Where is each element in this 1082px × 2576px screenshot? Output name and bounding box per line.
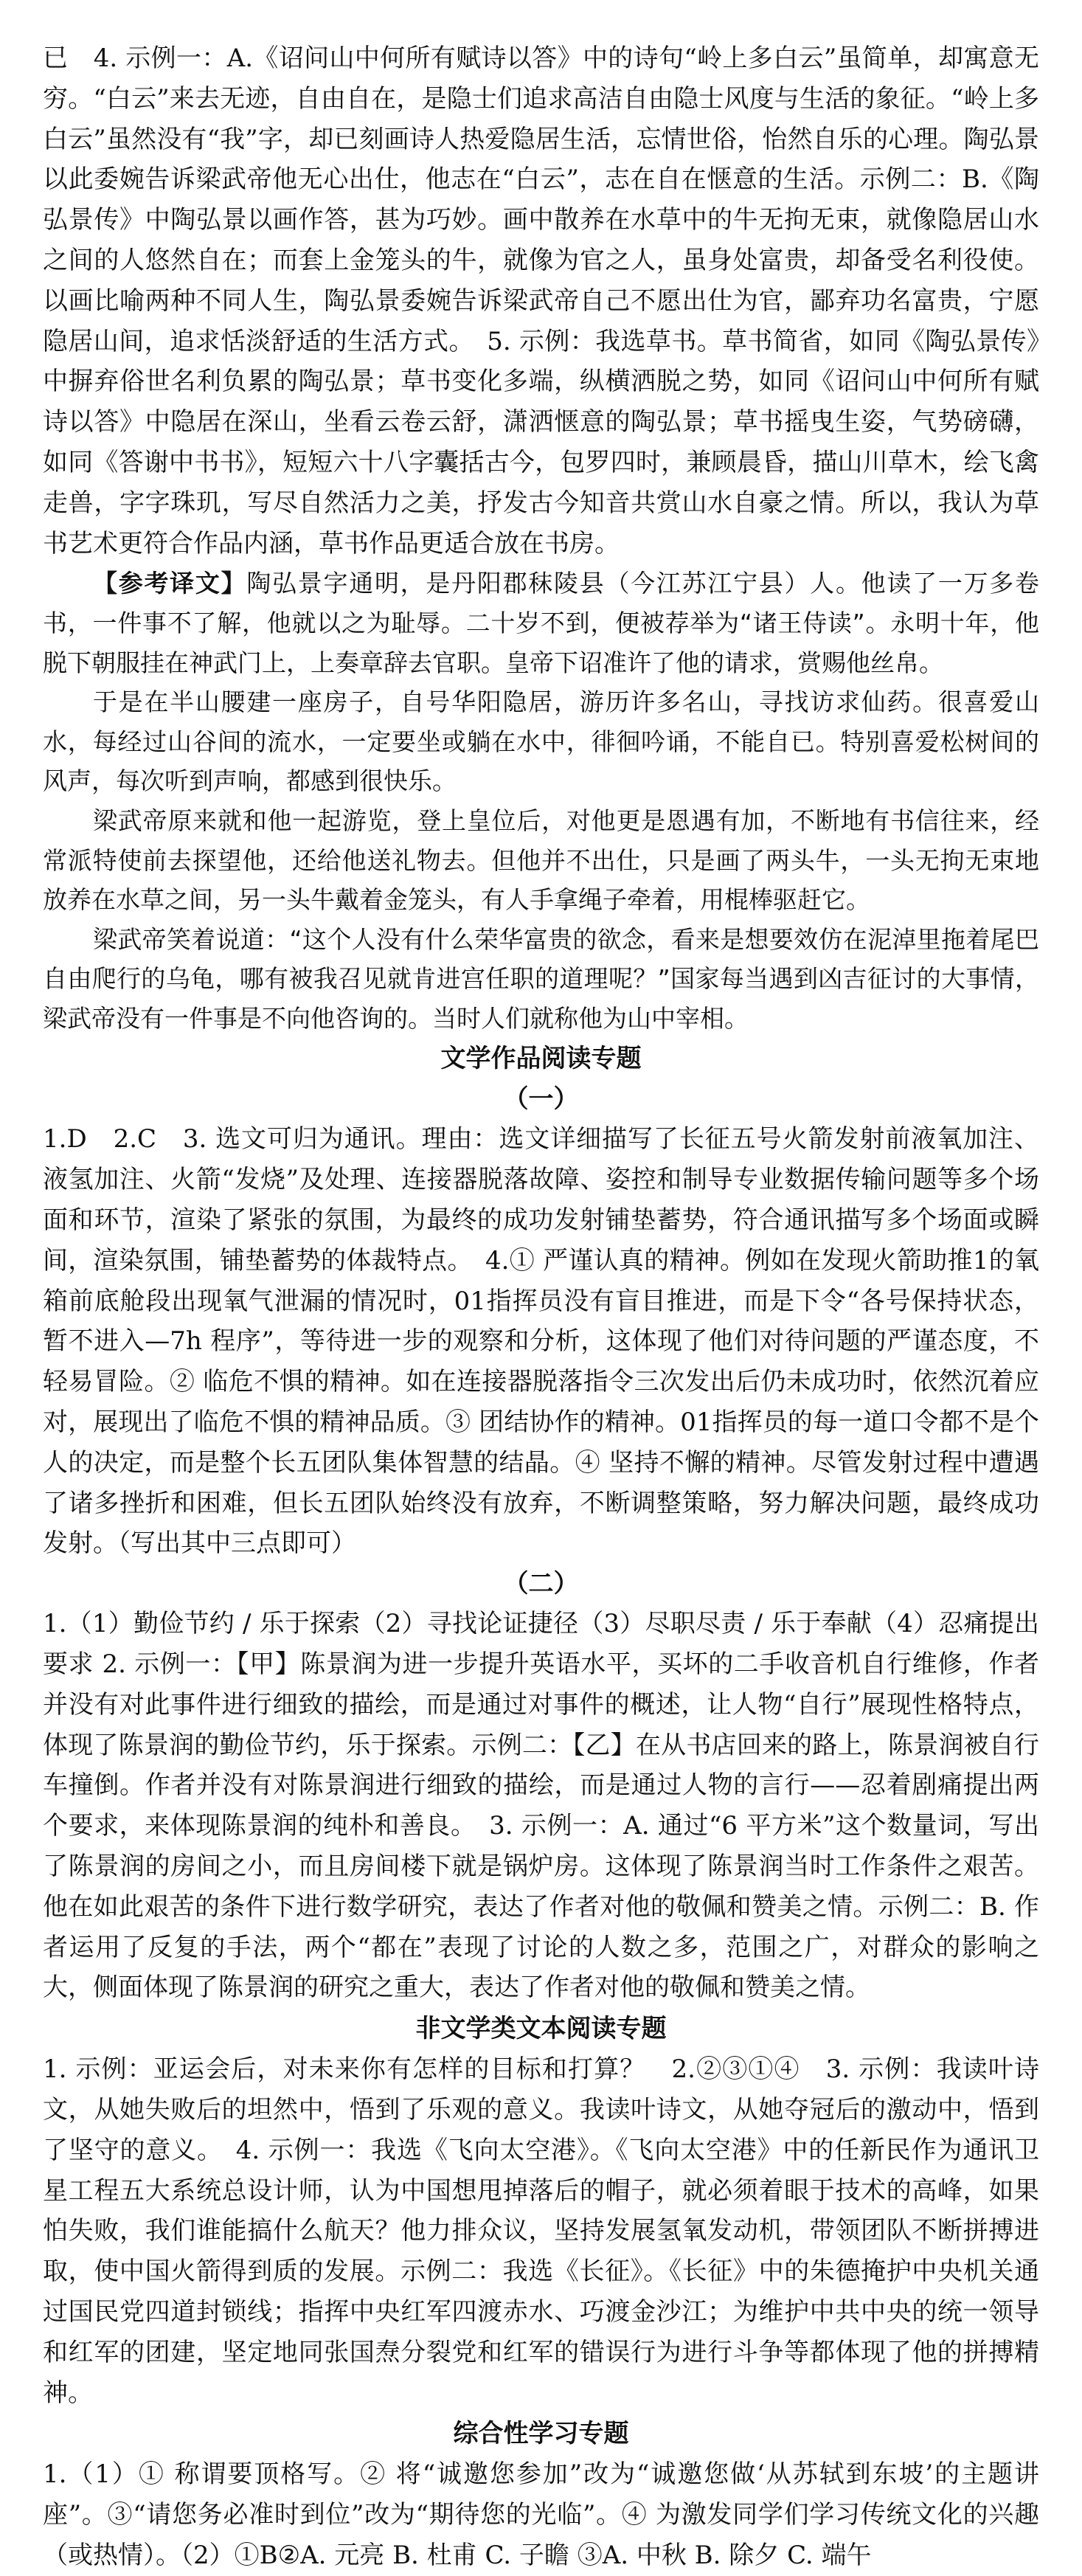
translation-paragraph-3: 梁武帝原来就和他一起游览，登上皇位后，对他更是恩遇有加，不断地有书信往来，经常派特使前去探望他，还给他送礼物去。但他并不出仕，只是画了两头牛，一头无拘无束地放养在水草之间，另一头牛戴着金笼头，有人手拿绳子牵着，用棍棒驱赶它。 xyxy=(43,806,1039,915)
translation-paragraph-2: 于是在半山腰建一座房子，自号华阳隐居，游历许多名山，寻找访求仙药。很喜爱山水，每经过山谷间的流水，一定要坐或躺在水中，徘徊吟诵，不能自已。特别喜爱松树间的风声，每次听到声响，都感到很快乐。 xyxy=(43,688,1039,796)
nonliterary-answers: 1. 示例：亚运会后，对未来你有怎样的目标和打算？ 2.②③①④ 3. 示例：我读叶诗文，从她失败后的坦然中，悟到了乐观的意义。我读叶诗文，从她夺冠后的激动中，悟到了坚守的意义。 4. 示例一：我选《飞向太空港》。《飞向太空港》中的任新民作为通讯卫星工程五大系统总设计师，认为中国想甩掉落后的帽子，就必须着眼于技术的高峰，如果怕失败，我们谁能搞什么航天？他力排众议，坚持发展氢氧发动机，带领团队不断拼搏进取，使中国火箭得到质的发展。示例二：我选《长征》。《长征》中的朱德掩护中央机关通过国民党四道封锁线；指挥中央红军四渡赤水、巧渡金沙江；为维护中共中央的统一领导和红军的团建，坚定地同张国焘分裂党和红军的错误行为进行斗争等都体现了他的拼搏精神。 xyxy=(43,2054,1039,2408)
translation-paragraph-4: 梁武帝笑着说道：“这个人没有什么荣华富贵的欲念，看来是想要效仿在泥淖里拖着尾巴自由爬行的乌龟，哪有被我召见就肯进宫任职的道理呢？”国家每当遇到凶吉征讨的大事情，梁武帝没有一件事是不向他咨询的。当时人们就称他为山中宰相。 xyxy=(43,924,1039,1033)
subsection-heading-2: （二） xyxy=(503,1569,579,1599)
section-title-literary: 文学作品阅读专题 xyxy=(440,1044,642,1074)
comprehensive-answers: 1.（1）① 称谓要顶格写。② 将“诚邀您参加”改为“诚邀您做‘从苏轼到东坡’的主题讲座”。③“请您务必准时到位”改为“期待您的光临”。④ 为激发同学们学习传统文化的兴趣（或热情）。（2）①B②A. 元亮 B. 杜甫 C. 子瞻 ③A. 中秋 B. 除夕 C. 端午 xyxy=(43,2459,1039,2570)
literary-part1-answers: 1.D 2.C 3. 选文可归为通讯。理由：选文详细描写了长征五号火箭发射前液氧加注、液氢加注、火箭“发烧”及处理、连接器脱落故障、姿控和制导专业数据传输问题等多个场面和环节，渲染了紧张的氛围，为最终的成功发射铺垫蓄势，符合通讯描写多个场面或瞬间，渲染氛围，铺垫蓄势的体裁特点。 4.① 严谨认真的精神。例如在发现火箭助推1的氧箱前底舱段出现氧气泄漏的情况时，01指挥员没有盲目推进，而是下令“各号保持状态，暂不进入—7h 程序”，等待进一步的观察和分析，这体现了他们对待问题的严谨态度，不轻易冒险。② 临危不惧的精神。如在连接器脱落指令三次发出后仍未成功时，依然沉着应对，展现出了临危不惧的精神品质。③ 团结协作的精神。01指挥员的每一道口令都不是个人的决定，而是整个长五团队集体智慧的结晶。④ 坚持不懈的精神。尽管发射过程中遭遇了诸多挫折和困难，但长五团队始终没有放弃，不断调整策略，努力解决问题，最终成功发射。（写出其中三点即可） xyxy=(43,1124,1039,1559)
translation-label: 【参考译文】 xyxy=(93,569,247,598)
section-title-nonliterary: 非文学类文本阅读专题 xyxy=(415,2014,667,2044)
answer-block-poems-calligraphy: 已 4. 示例一：A.《诏问山中何所有赋诗以答》中的诗句“岭上多白云”虽简单，却寓意无穷。“白云”来去无迹，自由自在，是隐士们追求高洁自由隐士风度与生活的象征。“岭上多白云”虽然没有“我”字，却已刻画诗人热爱隐居生活，忘情世俗，怡然自乐的心理。陶弘景以此委婉告诉梁武帝他无心出仕，他志在“白云”，志在自在惬意的生活。示例二：B.《陶弘景传》中陶弘景以画作答，甚为巧妙。画中散养在水草中的牛无拘无束，就像隐居山水之间的人悠然自在；而套上金笼头的牛，就像为官之人，虽身处富贵，却备受名利役使。以画比喻两种不同人生，陶弘景委婉告诉梁武帝自己不愿出仕为官，鄙弃功名富贵，宁愿隐居山间，追求恬淡舒适的生活方式。 5. 示例：我选草书。草书简省，如同《陶弘景传》中摒弃俗世名利负累的陶弘景；草书变化多端，纵横洒脱之势，如同《诏问山中何所有赋诗以答》中隐居在深山，坐看云卷云舒，潇洒惬意的陶弘景；草书摇曳生姿，气势磅礴，如同《答谢中书书》，短短六十八字囊括古今，包罗四时，兼顾晨昏，描山川草木，绘飞禽走兽，字字珠玑，写尽自然活力之美，抒发古今知音共赏山水自豪之情。所以，我认为草书艺术更符合作品内涵，草书作品更适合放在书房。 xyxy=(43,44,1039,558)
translation-paragraph-1: 陶弘景字通明，是丹阳郡秣陵县（今江苏江宁县）人。他读了一万多卷书，一件事不了解，他就以之为耻辱。二十岁不到，便被荐举为“诸王侍读”。永明十年，他脱下朝服挂在神武门上，上奏章辞去官职。皇帝下诏准许了他的请求，赏赐他丝帛。 xyxy=(43,569,1040,677)
literary-part2-answers: 1.（1）勤俭节约 / 乐于探索（2）寻找论证捷径（3）尽职尽责 / 乐于奉献（4）忍痛提出要求 2. 示例一：【甲】陈景润为进一步提升英语水平，买坏的二手收音机自行维修，作者并没有对此事件进行细致的描绘，而是通过对事件的概述，让人物“自行”展现性格特点，体现了陈景润的勤俭节约，乐于探索。示例二：【乙】在从书店回来的路上，陈景润被自行车撞倒。作者并没有对陈景润进行细致的描绘，而是通过人物的言行——忍着剧痛提出两个要求，来体现陈景润的纯朴和善良。 3. 示例一：A. 通过“6 平方米”这个数量词，写出了陈景润的房间之小，而且房间楼下就是锅炉房。这体现了陈景润当时工作条件之艰苦。他在如此艰苦的条件下进行数学研究，表达了作者对他的敬佩和赞美之情。示例二：B. 作者运用了反复的手法，两个“都在”表现了讨论的人数之多，范围之广，对群众的影响之大，侧面体现了陈景润的研究之重大，表达了作者对他的敬佩和赞美之情。 xyxy=(43,1609,1039,2003)
reference-translation xyxy=(43,564,1039,1038)
section-title-comprehensive: 综合性学习专题 xyxy=(453,2419,629,2449)
subsection-heading-1: （一） xyxy=(503,1084,579,1115)
